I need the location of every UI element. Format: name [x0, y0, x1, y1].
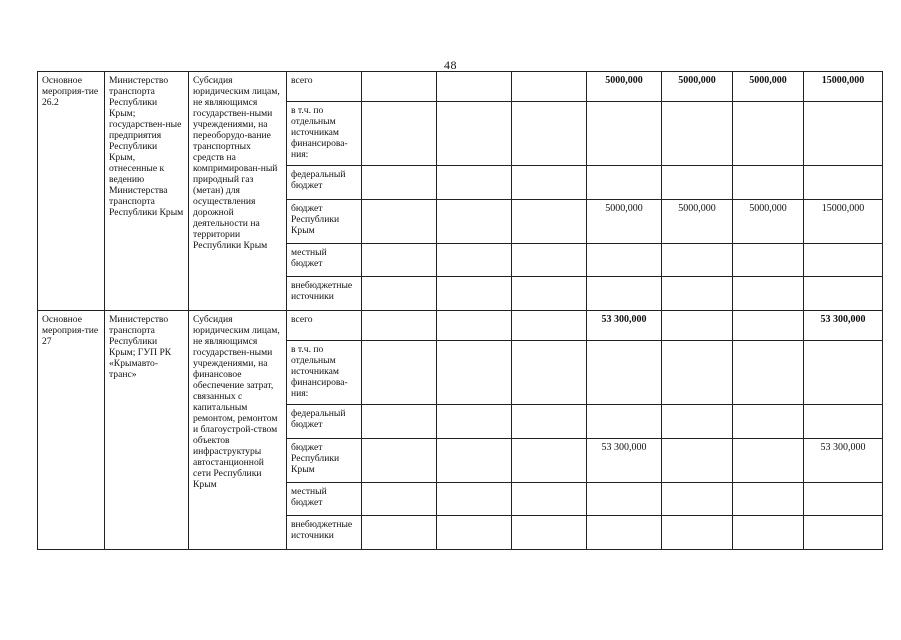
amount-cell — [662, 102, 733, 166]
amount-cell — [804, 405, 883, 439]
amount-cell — [804, 277, 883, 311]
amount-cell: 5000,000 — [587, 72, 662, 102]
amount-cell — [804, 341, 883, 405]
funding-source-cell: внебюджетные источники — [287, 516, 362, 550]
amount-cell — [587, 166, 662, 200]
amount-cell — [437, 277, 512, 311]
amount-cell — [512, 72, 587, 102]
amount-cell — [733, 244, 804, 277]
amount-cell — [662, 405, 733, 439]
amount-cell — [362, 72, 437, 102]
amount-cell — [804, 483, 883, 516]
amount-cell — [362, 200, 437, 244]
amount-cell: 53 300,000 — [587, 439, 662, 483]
amount-cell — [512, 244, 587, 277]
amount-cell — [512, 483, 587, 516]
amount-cell — [804, 102, 883, 166]
amount-cell — [512, 516, 587, 550]
amount-cell — [512, 405, 587, 439]
amount-cell — [587, 277, 662, 311]
amount-cell — [512, 166, 587, 200]
amount-cell — [662, 341, 733, 405]
activity-cell: Основное мероприя-тие 26.2 — [38, 72, 105, 311]
description-cell: Субсидия юридическим лицам, не являющимся государствен-ными учреждениями, на переоборудо-вание транспортных средств на компримирован-ный природный газ (метан) для осуществления дорожной деятельности на территории Республики Крым — [189, 72, 287, 311]
amount-cell — [512, 439, 587, 483]
amount-cell — [437, 439, 512, 483]
funding-source-cell: местный бюджет — [287, 244, 362, 277]
amount-cell — [587, 341, 662, 405]
amount-cell — [437, 166, 512, 200]
funding-source-cell: бюджет Республики Крым — [287, 439, 362, 483]
amount-cell — [362, 102, 437, 166]
funding-source-cell: всего — [287, 72, 362, 102]
amount-cell — [662, 516, 733, 550]
amount-cell — [733, 102, 804, 166]
funding-source-cell: федеральный бюджет — [287, 166, 362, 200]
amount-cell — [804, 516, 883, 550]
amount-cell — [587, 244, 662, 277]
table-row — [38, 72, 883, 102]
amount-cell — [362, 341, 437, 405]
amount-cell — [733, 277, 804, 311]
amount-cell — [437, 341, 512, 405]
amount-cell — [437, 405, 512, 439]
amount-cell — [362, 166, 437, 200]
amount-cell — [662, 244, 733, 277]
funding-source-cell: в т.ч. по отдельным источникам финансирова-ния: — [287, 341, 362, 405]
amount-cell — [662, 166, 733, 200]
funding-source-cell: внебюджетные источники — [287, 277, 362, 311]
amount-cell — [437, 200, 512, 244]
amount-cell: 5000,000 — [733, 72, 804, 102]
amount-cell — [362, 244, 437, 277]
funding-source-cell: бюджет Республики Крым — [287, 200, 362, 244]
amount-cell: 53 300,000 — [804, 311, 883, 341]
executor-cell: Министерство транспорта Республики Крым; ГУП РК «Крымавто-транс» — [105, 311, 189, 550]
funding-source-cell: в т.ч. по отдельным источникам финансирова-ния: — [287, 102, 362, 166]
amount-cell — [733, 405, 804, 439]
page-number: 48 — [444, 58, 457, 72]
amount-cell — [437, 516, 512, 550]
amount-cell — [437, 311, 512, 341]
amount-cell — [512, 200, 587, 244]
amount-cell — [733, 166, 804, 200]
amount-cell: 5000,000 — [662, 72, 733, 102]
amount-cell — [512, 311, 587, 341]
amount-cell — [733, 439, 804, 483]
amount-cell — [733, 311, 804, 341]
amount-cell: 15000,000 — [804, 72, 883, 102]
amount-cell — [662, 439, 733, 483]
funding-source-cell: всего — [287, 311, 362, 341]
table-row — [38, 311, 883, 341]
description-cell: Субсидия юридическим лицам, не являющимся государствен-ными учреждениями, на финансовое обеспечение затрат, связанных с капитальным ремонтом, ремонтом и благоустрой-ством объектов инфраструктуры автостанционной сети Республики Крым — [189, 311, 287, 550]
amount-cell — [662, 277, 733, 311]
amount-cell — [362, 405, 437, 439]
budget-table — [37, 71, 883, 550]
amount-cell — [733, 516, 804, 550]
funding-source-cell: федеральный бюджет — [287, 405, 362, 439]
amount-cell — [733, 341, 804, 405]
amount-cell — [362, 483, 437, 516]
amount-cell: 53 300,000 — [587, 311, 662, 341]
amount-cell — [512, 102, 587, 166]
amount-cell — [733, 483, 804, 516]
amount-cell — [362, 311, 437, 341]
amount-cell — [362, 439, 437, 483]
amount-cell — [587, 405, 662, 439]
amount-cell — [587, 102, 662, 166]
amount-cell: 5000,000 — [662, 200, 733, 244]
amount-cell — [512, 341, 587, 405]
funding-source-cell: местный бюджет — [287, 483, 362, 516]
amount-cell — [587, 516, 662, 550]
amount-cell: 15000,000 — [804, 200, 883, 244]
amount-cell: 53 300,000 — [804, 439, 883, 483]
amount-cell — [362, 516, 437, 550]
amount-cell — [662, 483, 733, 516]
amount-cell: 5000,000 — [733, 200, 804, 244]
amount-cell — [804, 244, 883, 277]
activity-cell: Основное мероприя-тие 27 — [38, 311, 105, 550]
amount-cell — [437, 72, 512, 102]
amount-cell — [512, 277, 587, 311]
executor-cell: Министерство транспорта Республики Крым; государствен-ные предприятия Республики Крым, отнесенные к ведению Министерства транспорта Республики Крым — [105, 72, 189, 311]
amount-cell: 5000,000 — [587, 200, 662, 244]
amount-cell — [362, 277, 437, 311]
amount-cell — [437, 483, 512, 516]
amount-cell — [662, 311, 733, 341]
amount-cell — [437, 102, 512, 166]
amount-cell — [804, 166, 883, 200]
amount-cell — [437, 244, 512, 277]
amount-cell — [587, 483, 662, 516]
